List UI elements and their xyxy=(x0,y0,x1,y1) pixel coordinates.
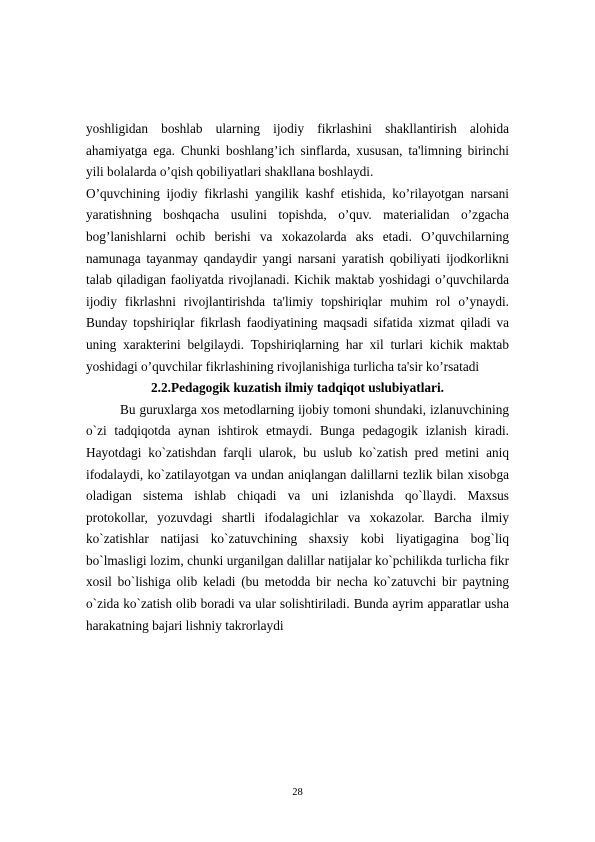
page-number: 28 xyxy=(292,787,303,798)
paragraph: Bu guruxlarga xos metodlarning ijobiy tomoni shundaki, izlanuvchining o`zi tadqiqotda aynan ishtirok etmaydi. Bunga pedagogik izlanish kiradi. Hayotdagi ko`zatishdan farqli ularok, bu uslub ko`zatish pred metini aniq ifodalaydi, ko`zatilayotgan va undan aniqlangan dalillarni tezlik bilan xisobga oladigan sistema ishlab chiqadi va uni izlanishda qo`llaydi. Maxsus protokollar, yozuvdagi shartli ifodalagichlar va xokazolar. Barcha ilmiy ko`zatishlar natijasi ko`zatuvchining shaxsiy kobi liyatigagina bog`liq bo`lmasligi lozim, chunki urganilgan dalillar natijalar ko`pchilikda turlicha fikr xosil bo`lishiga olib keladi (bu metodda bir necha ko`zatuvchi bir paytning o`zida ko`zatish olib boradi va ular solishtiriladi. Bunda ayrim apparatlar usha harakatning bajari lishniy takrorlaydi xyxy=(86,401,509,633)
paragraph: yoshligidan boshlab ularning ijodiy fikrlashini shakllantirish alohida ahamiyatga ega. Chunki boshlang’ich sinflarda, xususan, ta'limning birinchi yili bolalarda o’qish qobiliyatlari shakllana boshlaydi. xyxy=(86,121,509,180)
body-text xyxy=(86,118,509,636)
section-heading: 2.2.Pedagogik kuzatish ilmiy tadqiqot uslubiyatlari. xyxy=(151,380,444,396)
paragraph: O’quvchining ijodiy fikrlashi yangilik kashf etishida, ko’rilayotgan narsani yaratishning boshqacha usulini topishda, o’quv. materialidan o’zgacha bog’lanishlarni ochib berishi va xokazolarda aks etadi. O’quvchilarning namunaga tayanmay qandaydir yangi narsani yaratish qobiliyati ijodkorlikni talab qiladigan faoliyatda rivojlanadi. Kichik maktab yoshidagi o’quvchilarda ijodiy fikrlashni rivojlantirishda ta'limiy topshiriqlar muhim rol o’ynaydi. Bunday topshiriqlar fikrlash faodiyatining maqsadi sifatida xizmat qiladi va uning xarakterini belgilaydi. Topshiriqlarning har xil turlari kichik maktab yoshidagi o’quvchilar fikrlashining rivojlanishiga turlicha ta'sir ko’rsatadi xyxy=(86,185,509,374)
